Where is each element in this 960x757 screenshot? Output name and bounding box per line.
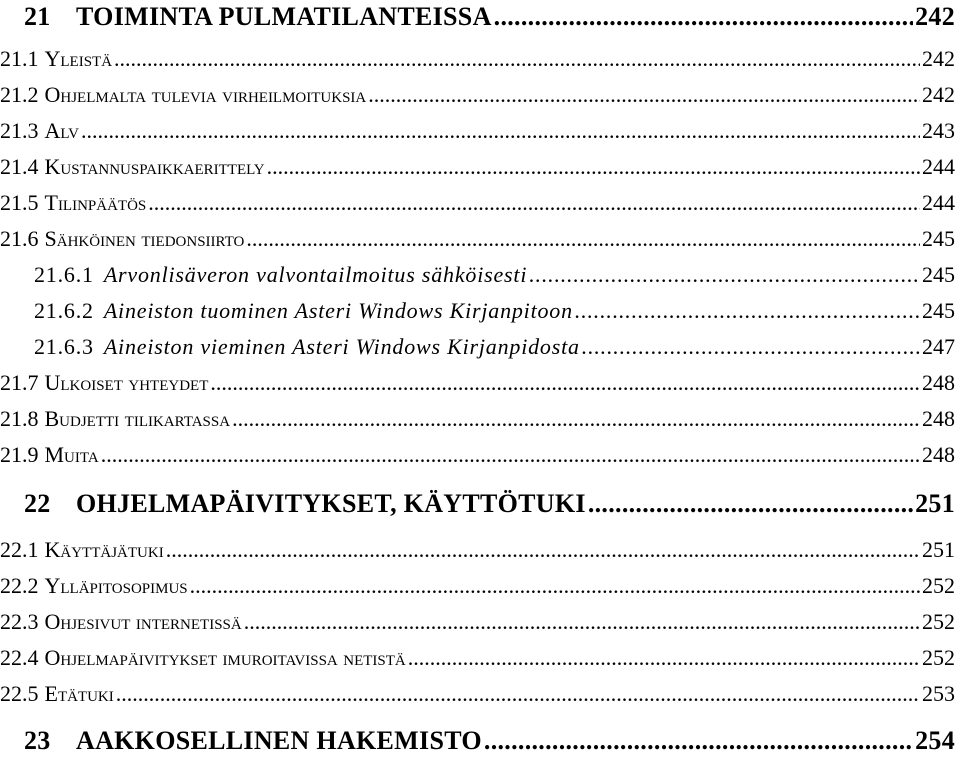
toc-entry-title <box>0 573 188 599</box>
toc-entry-number: 21.4 <box>0 154 39 179</box>
toc-entry-label: Sähköinen tiedonsiirto <box>44 226 245 251</box>
dot-leader <box>116 681 920 707</box>
toc-entry-page: 244 <box>922 190 955 215</box>
dot-leader <box>267 154 920 180</box>
toc-entry-section <box>0 609 955 635</box>
toc-entry-title <box>0 190 146 216</box>
toc-entry-section <box>0 82 955 108</box>
toc-entry-title <box>0 537 164 563</box>
toc-entry-page: 252 <box>922 609 955 634</box>
toc-entry-page: 242 <box>922 46 955 71</box>
toc-entry-page: 248 <box>922 406 955 431</box>
dot-leader <box>575 298 920 324</box>
toc-entry-section <box>0 681 955 707</box>
toc-entry-page: 248 <box>922 442 955 467</box>
toc-entry-title <box>0 609 242 635</box>
toc-entry-section <box>0 118 955 144</box>
toc-entry-section <box>0 645 955 671</box>
toc-entry-number: 21.3 <box>0 118 39 143</box>
toc-entry-section <box>0 573 955 599</box>
toc-entry-page: 245 <box>922 298 955 323</box>
toc-entry-title <box>0 681 114 707</box>
toc-entry-chapter <box>0 726 955 756</box>
toc-entry-title <box>0 82 366 108</box>
toc-entry-number: 22.1 <box>0 537 39 562</box>
toc-entry-title <box>0 118 79 144</box>
toc-entry-number: 22.5 <box>0 681 39 706</box>
toc-entry-section <box>0 46 955 72</box>
toc-entry-section <box>0 370 955 396</box>
toc-entry-label: Tilinpäätös <box>44 190 147 215</box>
toc-entry-number: 21.6.2 <box>34 298 94 323</box>
dot-leader <box>114 46 920 72</box>
toc-entry-section <box>0 442 955 468</box>
toc-entry-title <box>0 298 573 324</box>
toc-entry-title <box>0 645 406 671</box>
dot-leader <box>190 573 920 599</box>
toc-entry-section <box>0 406 955 432</box>
dot-leader <box>81 118 920 144</box>
toc-entry-number: 21.2 <box>0 82 39 107</box>
toc-entry-label: Ulkoiset yhteydet <box>44 370 209 395</box>
toc-entry-label: AAKKOSELLINEN HAKEMISTO <box>76 726 482 755</box>
toc-entry-title <box>0 334 580 360</box>
toc-entry-label: Aineiston vieminen Asteri Windows Kirjanpidosta <box>103 334 580 359</box>
toc-entry-section <box>0 154 955 180</box>
toc-entry-section <box>0 190 955 216</box>
toc-entry-label: Muita <box>44 442 99 467</box>
toc-entry-number: 22.3 <box>0 609 39 634</box>
toc-entry-label: Ohjesivut internetissä <box>44 609 242 634</box>
toc-entry-number: 22 <box>24 489 51 518</box>
toc-entry-page: 253 <box>922 681 955 706</box>
toc-entry-number: 21.7 <box>0 370 39 395</box>
dot-leader <box>588 489 913 519</box>
toc-entry-title <box>0 406 230 432</box>
toc-entry-label: Ohjelmapäivitykset imuroitavissa netistä <box>44 645 406 670</box>
toc-entry-page: 243 <box>922 118 955 143</box>
toc-entry-number: 21.1 <box>0 46 39 71</box>
toc-entry-page: 247 <box>922 334 955 359</box>
dot-leader <box>582 334 920 360</box>
dot-leader <box>101 442 920 468</box>
toc-entry-label: OHJELMAPÄIVITYKSET, KÄYTTÖTUKI <box>76 489 586 518</box>
toc-entry-number: 21.6 <box>0 226 39 251</box>
toc-entry-page: 252 <box>922 573 955 598</box>
toc-entry-number: 23 <box>24 726 51 755</box>
dot-leader <box>529 262 920 288</box>
toc-entry-page: 251 <box>922 537 955 562</box>
dot-leader <box>494 2 913 32</box>
toc-entry-title <box>0 2 492 32</box>
dot-leader <box>368 82 920 108</box>
toc-entry-label: Arvonlisäveron valvontailmoitus sähköisesti <box>103 262 528 287</box>
toc-entry-title <box>0 442 99 468</box>
toc-entry-number: 21.9 <box>0 442 39 467</box>
toc-entry-section <box>0 226 955 252</box>
toc-entry-page: 248 <box>922 370 955 395</box>
dot-leader <box>244 609 920 635</box>
dot-leader <box>484 726 913 756</box>
toc-entry-number: 21.5 <box>0 190 39 215</box>
toc-entry-page: 245 <box>922 262 955 287</box>
toc-entry-page: 254 <box>915 726 955 755</box>
dot-leader <box>246 226 920 252</box>
toc-entry-title <box>0 46 112 72</box>
dot-leader <box>232 406 920 432</box>
toc-entry-title <box>0 489 586 519</box>
toc-entry-page: 251 <box>915 489 955 518</box>
dot-leader <box>408 645 920 671</box>
toc-entry-chapter <box>0 2 955 32</box>
toc-entry-section <box>0 537 955 563</box>
toc-entry-subsection <box>0 262 955 288</box>
dot-leader <box>166 537 920 563</box>
toc-entry-chapter <box>0 489 955 519</box>
toc-entry-number: 22.2 <box>0 573 39 598</box>
toc-entry-number: 21.8 <box>0 406 39 431</box>
toc-entry-label: Etätuki <box>44 681 114 706</box>
toc-entry-page: 242 <box>915 2 955 31</box>
toc-entry-label: Aineiston tuominen Asteri Windows Kirjanpitoon <box>103 298 573 323</box>
dot-leader <box>210 370 920 396</box>
toc-entry-number: 21 <box>24 2 51 31</box>
toc-entry-page: 252 <box>922 645 955 670</box>
toc-entry-number: 21.6.3 <box>34 334 94 359</box>
toc-entry-subsection <box>0 298 955 324</box>
toc-entry-label: Ohjelmalta tulevia virheilmoituksia <box>44 82 367 107</box>
toc-entry-label: Ylläpitosopimus <box>44 573 188 598</box>
toc-entry-page: 242 <box>922 82 955 107</box>
toc-entry-number: 22.4 <box>0 645 39 670</box>
toc-entry-label: Yleistä <box>44 46 113 71</box>
toc-entry-title <box>0 226 244 252</box>
toc-entry-page: 245 <box>922 226 955 251</box>
toc-entry-subsection <box>0 334 955 360</box>
toc-entry-label: Budjetti tilikartassa <box>44 406 231 431</box>
toc-entry-label: Alv <box>44 118 80 143</box>
toc-entry-page: 244 <box>922 154 955 179</box>
toc-entry-title <box>0 370 208 396</box>
toc-entry-label: Käyttäjätuki <box>44 537 164 562</box>
toc-entry-label: Kustannuspaikkaerittely <box>44 154 265 179</box>
toc-entry-label: TOIMINTA PULMATILANTEISSA <box>76 2 492 31</box>
toc-entry-title <box>0 726 482 756</box>
toc-entry-title <box>0 154 265 180</box>
toc-entry-number: 21.6.1 <box>34 262 94 287</box>
dot-leader <box>148 190 920 216</box>
toc-entry-title <box>0 262 527 288</box>
